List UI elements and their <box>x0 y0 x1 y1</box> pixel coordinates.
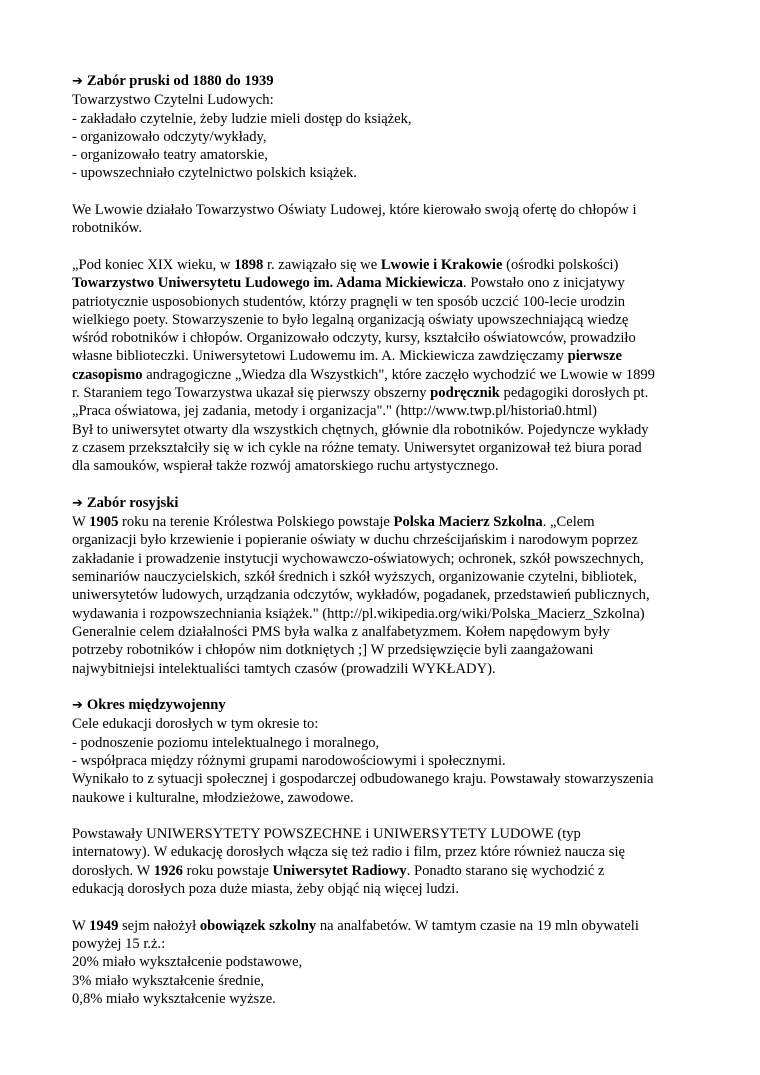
text-span: roku na terenie Królestwa Polskiego powstaje <box>118 514 394 531</box>
bold-text: Lwowie i Krakowie <box>380 256 503 273</box>
bold-text: czasopismo <box>72 366 143 383</box>
text-line: zakładanie i prowadzenie instytucji wychowawczo-oświatowych; ochronek, szkół powszechnych, <box>72 550 644 567</box>
text-line: naukowe i kulturalne, młodzieżowe, zawodowe. <box>72 789 354 806</box>
text-span: roku powstaje <box>182 862 273 879</box>
bold-text: Towarzystwo Uniwersytetu Ludowego im. Adama Mickiewicza <box>72 275 464 292</box>
text-line <box>72 274 692 292</box>
text-line: powyżej 15 r.ż.: <box>72 935 166 952</box>
paragraph-gap <box>72 898 692 916</box>
text-line: dla samouków, wspierał także rozwój amatorskiego ruchu artystycznego. <box>72 458 499 475</box>
text-line: wielkiego poety. Stowarzyszenie to było legalną organizacją oświaty upowszechniającą wiedzę <box>72 311 629 328</box>
arrow-right-icon: ➔ <box>72 495 83 511</box>
text-line: „Praca oświatowa, jej zadania, metody i organizacja"." (http://www.twp.pl/historia0.html) <box>72 403 597 420</box>
text-line: potrzeby robotników i chłopów nim dotkniętych ;] W przedsięwzięcie byli zaangażowani <box>72 642 594 659</box>
paragraph-gap <box>72 183 692 201</box>
paragraph-gap <box>72 807 692 825</box>
text-line: Powstawały UNIWERSYTETY POWSZECHNE i UNIWERSYTETY LUDOWE (typ <box>72 826 581 843</box>
text-span: . Powstało ono z inicjatywy <box>463 275 625 292</box>
text-line <box>72 347 692 365</box>
document-page <box>72 72 692 1008</box>
arrow-right-icon: ➔ <box>72 74 83 89</box>
text-line: z czasem przekształciły się w ich cykle na różne tematy. Uniwersytet organizował też biura porad <box>72 439 642 456</box>
bold-year: 1949 <box>89 917 119 934</box>
bold-year: 1898 <box>234 256 264 273</box>
text-line: organizacji było krzewienie i popieranie oświaty w duchu chrześcijańskim i narodowym poprzez <box>72 532 638 549</box>
section-heading-russian <box>72 494 692 513</box>
text-line <box>72 256 692 274</box>
text-span: . Ponadto starano się wychodzić z <box>406 862 605 879</box>
text-line: seminariów nauczycielskich, szkół średnich i szkół wyższych, organizowanie czytelni, bibliotek, <box>72 569 638 586</box>
list-item: - organizowało odczyty/wykłady, <box>72 128 267 145</box>
text-span: . „Celem <box>542 514 595 531</box>
text-span: dorosłych. W <box>72 862 154 879</box>
text-line: Cele edukacji dorosłych w tym okresie to: <box>72 716 319 733</box>
text-line <box>72 917 692 935</box>
paragraph-gap <box>72 678 692 696</box>
text-line: najwybitniejsi intelektualiści tamtych czasów (prowadzili WYKŁADY). <box>72 660 496 677</box>
text-line: patriotycznie usposobionych studentów, którzy pragnęli w ten sposób uczcić 100-lecie urodzin <box>72 293 626 310</box>
bold-text: pierwsze <box>567 348 622 365</box>
section-heading-prussian <box>72 72 692 91</box>
list-item: 20% miało wykształcenie podstawowe, <box>72 954 303 971</box>
list-item: - organizowało teatry amatorskie, <box>72 147 268 164</box>
bold-text: obowiązek szkolny <box>199 917 317 934</box>
text-span: r. zawiązało się we <box>263 256 381 273</box>
text-line: wśród robotników i chłopów. Organizowało odczyty, kursy, kształciło oświatowców, prowadziło <box>72 330 636 347</box>
text-line: Wynikało to z sytuacji społecznej i gospodarczej odbudowanego kraju. Powstawały stowarzyszenia <box>72 771 654 788</box>
text-line <box>72 513 692 531</box>
list-item: 0,8% miało wykształcenie wyższe. <box>72 990 276 1007</box>
text-line: We Lwowie działało Towarzystwo Oświaty Ludowej, które kierowało swoją ofertę do chłopów i <box>72 202 637 219</box>
list-item: - upowszechniało czytelnictwo polskich książek. <box>72 165 357 182</box>
section-heading-text: Zabór pruski od 1880 do 1939 <box>86 73 274 89</box>
text-line: wydawania i rozpowszechniania książek." (http://pl.wikipedia.org/wiki/Polska_Macierz_Szkolna) <box>72 605 645 622</box>
text-span: (ośrodki polskości) <box>502 256 619 273</box>
list-item: 3% miało wykształcenie średnie, <box>72 972 265 989</box>
bold-year: 1905 <box>89 514 119 531</box>
text-span: andragogiczne „Wiedza dla Wszystkich", które zaczęło wychodzić we Lwowie w 1899 <box>142 366 655 383</box>
text-line: Był to uniwersytet otwarty dla wszystkich chętnych, głównie dla robotników. Pojedyncze wykłady <box>72 421 649 438</box>
list-item: - zakładało czytelnie, żeby ludzie mieli dostęp do książek, <box>72 110 412 127</box>
section-heading-text: Okres międzywojenny <box>86 697 226 714</box>
text-line: Towarzystwo Czytelni Ludowych: <box>72 92 274 109</box>
text-span: na analfabetów. W tamtym czasie na 19 mln obywateli <box>316 917 639 934</box>
bold-text: podręcznik <box>430 385 500 402</box>
text-span: r. Staraniem tego Towarzystwa ukazał się pierwszy obszerny <box>72 385 431 402</box>
list-item: - podnoszenie poziomu intelektualnego i moralnego, <box>72 734 380 751</box>
text-span: sejm nałożył <box>118 917 200 934</box>
paragraph-gap <box>72 238 692 256</box>
text-span: pedagogiki dorosłych pt. <box>499 385 649 402</box>
text-line <box>72 366 692 384</box>
text-line <box>72 862 692 880</box>
bold-text: Uniwersytet Radiowy <box>272 862 407 879</box>
text-line: Generalnie celem działalności PMS była walka z analfabetyzmem. Kołem napędowym były <box>72 623 610 640</box>
arrow-right-icon: ➔ <box>72 698 83 714</box>
text-line: robotników. <box>72 220 142 237</box>
section-heading-text: Zabór rosyjski <box>86 494 179 511</box>
text-line: edukacją dorosłych poza duże miasta, żeby objąć nią więcej ludzi. <box>72 881 459 898</box>
bold-text: Polska Macierz Szkolna <box>393 514 543 531</box>
text-line: uniwersytetów ludowych, urządzania odczytów, wykładów, pogadanek, przedstawień publicznych, <box>72 587 650 604</box>
bold-year: 1926 <box>153 862 183 879</box>
list-item: - współpraca między różnymi grupami narodowościowymi i społecznymi. <box>72 752 506 769</box>
text-line: internatowy). W edukację dorosłych włącza się też radio i film, przez które również naucza się <box>72 844 625 861</box>
paragraph-gap <box>72 476 692 494</box>
text-span: własne biblioteczki. Uniwersytetowi Ludowemu im. A. Mickiewicza zawdzięczamy <box>72 348 568 365</box>
text-span: W <box>72 514 90 531</box>
section-heading-interwar <box>72 696 692 715</box>
text-line <box>72 384 692 402</box>
text-span: W <box>72 917 90 934</box>
text-span: „Pod koniec XIX wieku, w <box>72 256 235 273</box>
